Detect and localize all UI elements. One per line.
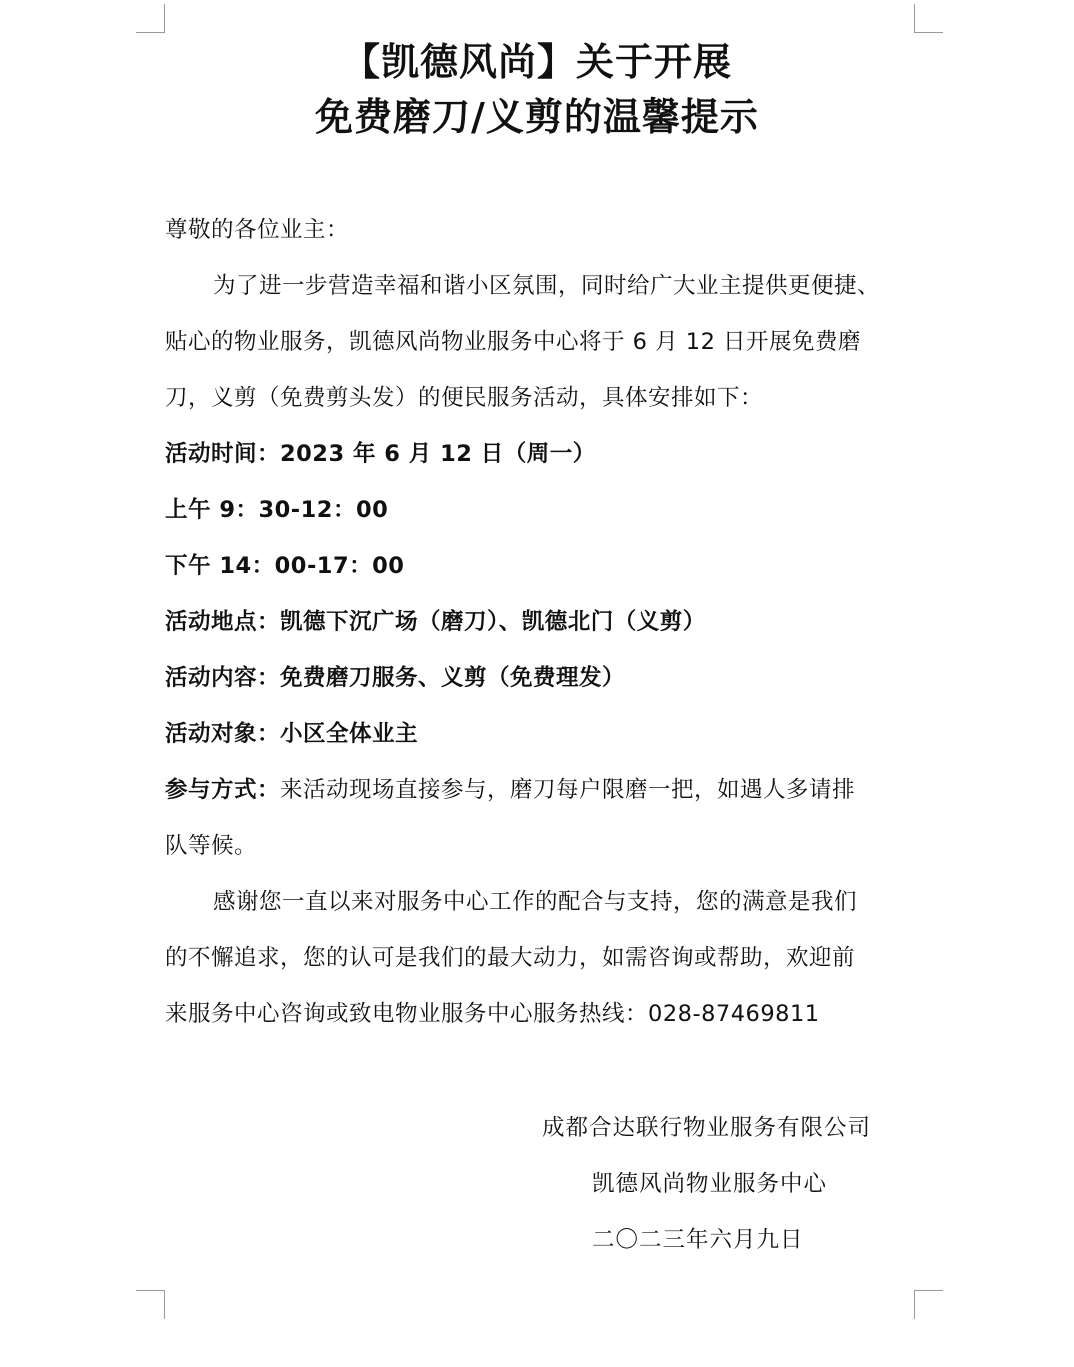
- signature-date: 二〇二三年六月九日: [592, 1227, 804, 1253]
- participation-method-cont: 队等候。: [165, 833, 258, 859]
- page-corner-mark: [914, 4, 943, 33]
- closing-line: 感谢您一直以来对服务中心工作的配合与支持，您的满意是我们: [213, 889, 858, 915]
- closing-line-hotline: 来服务中心咨询或致电物业服务中心服务热线：028-87469811: [165, 1001, 820, 1027]
- activity-audience: 活动对象：小区全体业主: [165, 721, 419, 747]
- document-title-line1: 【凯德风尚】关于开展: [341, 40, 732, 84]
- activity-content: 活动内容：免费磨刀服务、义剪（免费理发）: [165, 665, 626, 691]
- intro-line: 刀，义剪（免费剪头发）的便民服务活动，具体安排如下：: [165, 385, 764, 411]
- closing-line: 的不懈追求，您的认可是我们的最大动力，如需咨询或帮助，欢迎前: [165, 945, 856, 971]
- signature-center: 凯德风尚物业服务中心: [592, 1171, 828, 1197]
- activity-time: 活动时间：2023 年 6 月 12 日（周一）: [165, 441, 596, 467]
- participation-text: 来活动现场直接参与，磨刀每户限磨一把，如遇人多请排: [280, 777, 856, 803]
- page-corner-mark: [136, 4, 165, 33]
- afternoon-hours: 下午 14：00-17：00: [165, 553, 405, 579]
- morning-hours: 上午 9：30-12：00: [165, 497, 389, 523]
- page-corner-mark: [914, 1290, 943, 1319]
- intro-line: 贴心的物业服务，凯德风尚物业服务中心将于 6 月 12 日开展免费磨: [165, 329, 862, 355]
- participation-method: [165, 774, 855, 806]
- signature-company: 成都合达联行物业服务有限公司: [542, 1115, 872, 1141]
- greeting: 尊敬的各位业主：: [165, 217, 350, 243]
- document-title-line2: 免费磨刀/义剪的温馨提示: [315, 95, 759, 139]
- activity-location: 活动地点：凯德下沉广场（磨刀）、凯德北门（义剪）: [165, 609, 706, 635]
- page-corner-mark: [136, 1290, 165, 1319]
- intro-line: 为了进一步营造幸福和谐小区氛围，同时给广大业主提供更便捷、: [213, 273, 881, 299]
- participation-label: 参与方式：: [165, 777, 281, 803]
